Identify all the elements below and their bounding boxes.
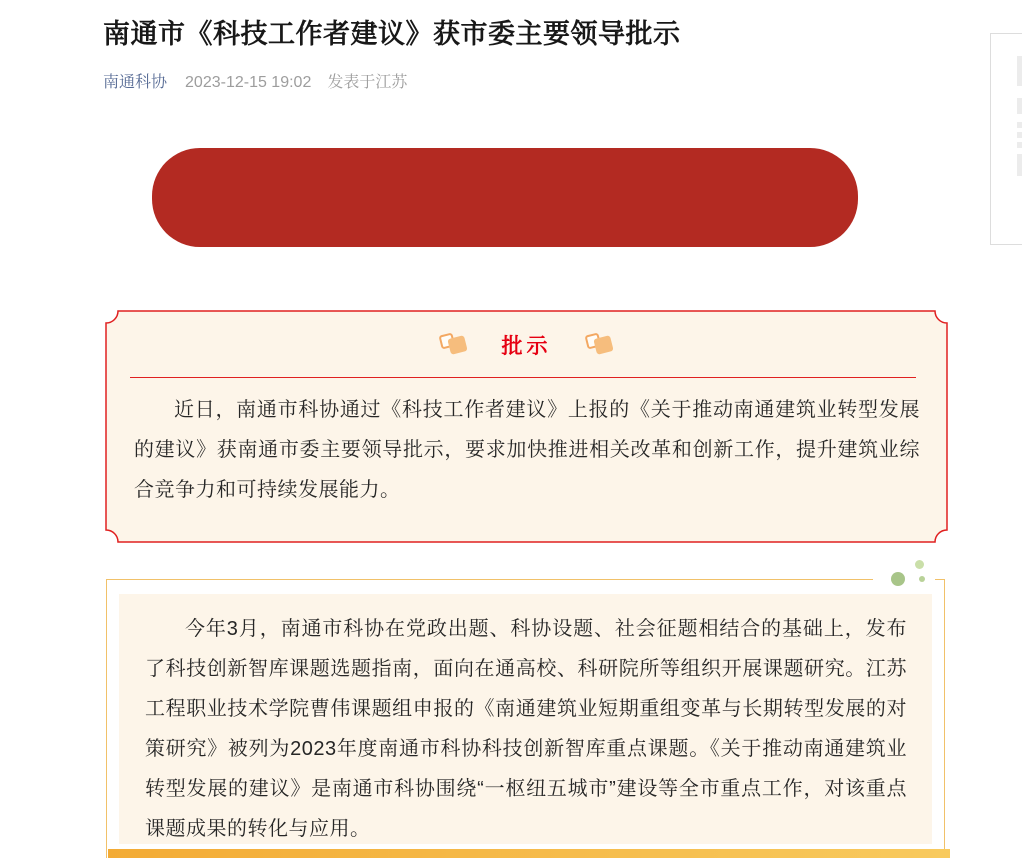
side-panel-cutoff — [990, 33, 1022, 245]
background-card — [106, 579, 945, 858]
bottom-decor-bar — [108, 849, 950, 858]
side-panel-item — [1017, 122, 1022, 128]
side-panel-item — [1017, 142, 1022, 148]
stamp-icon — [584, 331, 616, 359]
dots-decor-icon — [873, 558, 937, 592]
approval-paragraph: 近日，南通市科协通过《科技工作者建议》上报的《关于推动南通建筑业转型发展的建议》获南通市委主要领导批示，要求加快推进相关改革和创新工作，提升建筑业综合竞争力和可持续发展能力。 — [134, 399, 920, 501]
banner-image — [152, 148, 858, 247]
publish-time: 2023-12-15 19:02 — [185, 74, 312, 91]
side-panel-item — [1017, 98, 1022, 114]
stamp-icon — [438, 331, 470, 359]
account-link[interactable]: 南通科协 — [103, 74, 168, 91]
byline — [103, 72, 407, 94]
side-panel-item — [1017, 132, 1022, 138]
publish-location: 发表于江苏 — [327, 74, 408, 91]
approval-card — [105, 310, 948, 543]
approval-card-header — [105, 330, 948, 360]
background-card-inner — [119, 594, 932, 844]
approval-heading: 批示 — [501, 335, 552, 358]
page-title: 南通市《科技工作者建议》获市委主要领导批示 — [103, 19, 681, 49]
side-panel-item — [1017, 154, 1022, 176]
background-paragraph: 今年3月，南通市科协在党政出题、科协设题、社会征题相结合的基础上，发布了科技创新智库课题选题指南，面向在通高校、科研院所等组织开展课题研究。江苏工程职业技术学院曹伟课题组申报的《南通建筑业短期重组变革与长期转型发展的对策研究》被列为2023年度南通市科协科技创新智库重点课题。《关于推动南通建筑业转型发展的建议》是南通市科协围绕“一枢纽五城市”建设等全市重点工作，对该重点课题成果的转化与应用。 — [145, 618, 907, 840]
side-panel-item — [1017, 56, 1022, 86]
divider — [130, 377, 916, 378]
